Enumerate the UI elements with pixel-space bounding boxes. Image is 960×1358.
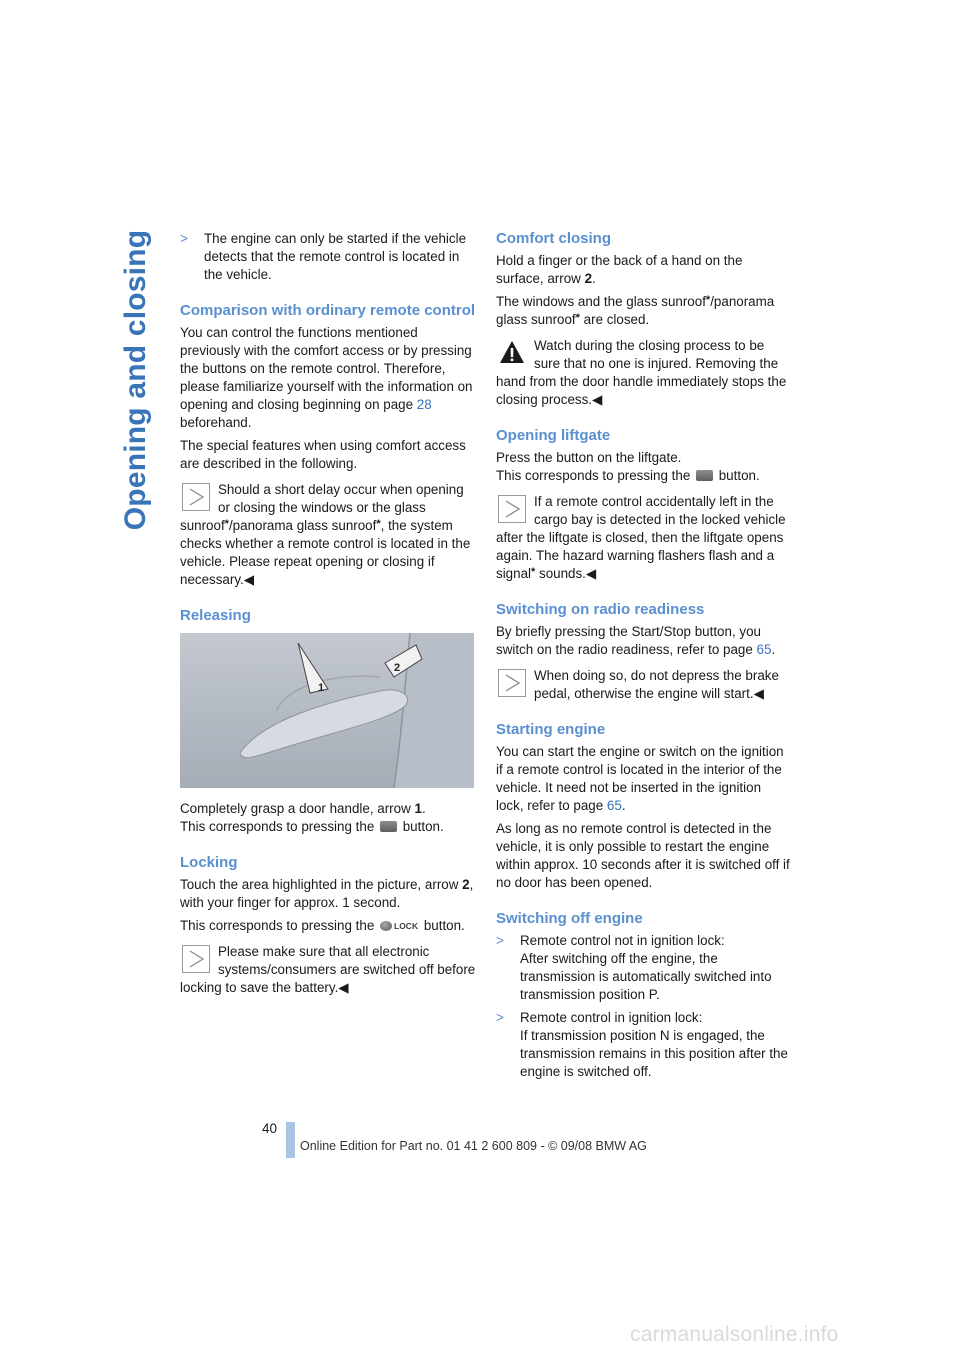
unlock-button-icon: [380, 821, 397, 832]
lock-label: LOCK: [394, 921, 419, 931]
comparison-paragraph-2: The special features when using comfort access are described in the following.: [180, 438, 466, 471]
end-mark: ◀: [338, 980, 349, 995]
arrow-1-label: 1: [318, 682, 325, 694]
locking-paragraph: [180, 876, 476, 912]
locking-paragraph-2: [180, 917, 476, 935]
heading-comparison: Comparison with ordinary remote control: [180, 302, 476, 319]
liftgate-line1: Press the button on the liftgate.: [496, 450, 682, 465]
releasing-paragraph: Completely grasp a door handle, arrow 1. This corresponds to pressing the button.: [180, 801, 444, 834]
asterisk-mark: *: [575, 312, 580, 324]
comparison-tail: beforehand.: [180, 415, 252, 430]
asterisk-mark: *: [376, 518, 381, 530]
comfort-closing-paragraph-2: [496, 293, 792, 329]
comfort-tail: .: [592, 271, 596, 286]
comfort-text-2: The windows and the glass sunroof: [496, 294, 706, 309]
lock-button-icon: [380, 917, 418, 935]
heading-starting-engine: Starting engine: [496, 721, 606, 738]
locking-tail: , with your finger for approx. 1 second.: [180, 877, 474, 910]
bullet-text: After switching off the engine, the transmission is automatically switched into transmission position P.: [520, 951, 772, 1002]
note-brake: [496, 667, 792, 703]
list-item: [496, 1009, 792, 1081]
note-brake-text: When doing so, do not depress the brake pedal, otherwise the engine will start.: [534, 668, 779, 701]
radio-tail: .: [771, 642, 776, 657]
note-text-3: , the system checks whether a remote control is located in the vehicle. Please repeat opening or closing if necessary.: [180, 518, 471, 587]
note-battery-text: Please make sure that all electronic systems/consumers are switched off before locking to save the battery.: [180, 944, 476, 995]
footer-edition: Online Edition for Part no. 01 41 2 600 809 - © 09/08 BMW AG: [300, 1139, 647, 1153]
note-text-1: Should a short delay occur when opening or closing the windows or the glass sunroof: [180, 482, 464, 533]
releasing-line2: This corresponds to pressing the: [180, 819, 375, 834]
arrow-number: 2: [584, 271, 593, 286]
starting-paragraph-2: As long as no remote control is detected in the vehicle, it is only possible to restart the engine within approx. 10 seconds after it is switched off if no door has been opened.: [496, 821, 790, 890]
locking-text-2: This corresponds to pressing the: [180, 918, 375, 933]
asterisk-mark: *: [224, 518, 229, 530]
starting-tail: .: [621, 798, 626, 813]
liftgate-line2-tail: button.: [718, 468, 760, 483]
starting-paragraph: [496, 743, 792, 815]
note-liftgate-tail: sounds.: [535, 566, 586, 581]
end-mark: ◀: [585, 566, 597, 581]
liftgate-button-icon: [696, 470, 713, 481]
heading-locking: Locking: [180, 854, 238, 871]
asterisk-mark: *: [705, 294, 711, 306]
releasing-line2-tail: button.: [402, 819, 444, 834]
warning-closing: [496, 337, 792, 409]
watermark: carmanualsonline.info: [630, 1323, 839, 1346]
intro-bullet: [180, 230, 476, 284]
asterisk-mark: *: [531, 566, 536, 578]
locking-text: Touch the area highlighted in the picture, arrow: [180, 877, 459, 892]
list-item: [496, 932, 792, 1004]
page-number: 40: [262, 1121, 278, 1136]
bullet-marker: >: [496, 1010, 504, 1025]
starting-text: You can start the engine or switch on the ignition if a remote control is located in the interior of the vehicle. It need not be inserted in the ignition lock, refer to page: [496, 744, 784, 813]
note-triangle-icon: [498, 669, 526, 697]
warning-text: Watch during the closing process to be sure that no one is injured. Removing the hand from the door handle immediately stops the closing process.: [496, 338, 787, 407]
radio-text: By briefly pressing the Start/Stop button, you switch on the radio readiness, refer to page: [496, 624, 761, 657]
arrow-2-label: 2: [394, 662, 401, 674]
heading-opening-liftgate: Opening liftgate: [496, 427, 611, 444]
footer-accent-bar: [286, 1122, 295, 1158]
note-triangle-icon: [498, 495, 526, 523]
heading-radio-readiness: Switching on radio readiness: [496, 601, 705, 618]
end-mark: ◀: [243, 572, 255, 587]
locking-tail-2: button.: [423, 918, 465, 933]
radio-paragraph: [496, 623, 792, 659]
bullet-title: Remote control not in ignition lock:: [520, 933, 725, 948]
bullet-text: The engine can only be started if the vehicle detects that the remote control is located in the vehicle.: [204, 231, 467, 282]
left-column: [180, 230, 476, 1005]
liftgate-line2: This corresponds to pressing the: [496, 468, 691, 483]
heading-switching-off: Switching off engine: [496, 910, 643, 927]
warning-icon: [498, 339, 526, 365]
note-delay: [180, 481, 476, 589]
page-link-28[interactable]: 28: [416, 397, 432, 412]
comfort-tail-2: are closed.: [579, 312, 650, 327]
liftgate-paragraph: [496, 449, 792, 485]
arrow-number: 2: [462, 877, 470, 892]
note-battery: [180, 943, 476, 997]
end-mark: ◀: [753, 686, 764, 701]
page-link-65[interactable]: 65: [606, 798, 622, 813]
comparison-text: You can control the functions mentioned previously with the comfort access or by pressing the buttons on the remote control. Therefore, please familiarize yourself with the information on opening and closing beginning on page: [180, 325, 473, 412]
bullet-marker: >: [496, 933, 504, 948]
note-triangle-icon: [182, 945, 210, 973]
door-handle-photo: [180, 633, 474, 788]
note-triangle-icon: [182, 483, 210, 511]
comfort-text: Hold a finger or the back of a hand on the surface, arrow: [496, 253, 743, 286]
note-liftgate: [496, 493, 792, 583]
right-column: [496, 230, 792, 1086]
end-mark: ◀: [592, 392, 603, 407]
comparison-paragraph: [180, 324, 476, 432]
arrow-number: 1: [414, 801, 422, 816]
note-text-2: /panorama glass sunroof: [228, 518, 377, 533]
section-title-text: Opening and closing: [119, 229, 153, 531]
comfort-text-3: /panorama glass sunroof: [496, 294, 775, 327]
bullet-title: Remote control in ignition lock:: [520, 1010, 703, 1025]
section-sidebar-title: [112, 230, 160, 530]
heading-releasing: Releasing: [180, 607, 251, 624]
releasing-line1: Completely grasp a door handle, arrow: [180, 801, 411, 816]
bullet-text: If transmission position N is engaged, the transmission remains in this position after the engine is switched off.: [520, 1028, 788, 1079]
note-liftgate-text: If a remote control accidentally left in the cargo bay is detected in the locked vehicle after the liftgate is closed, then the liftgate opens again. The hazard warning flashers flash and a signal: [496, 494, 786, 581]
heading-comfort-closing: Comfort closing: [496, 230, 611, 247]
comfort-closing-paragraph: [496, 252, 792, 288]
page-link-65[interactable]: 65: [756, 642, 772, 657]
bullet-marker: >: [180, 231, 188, 246]
